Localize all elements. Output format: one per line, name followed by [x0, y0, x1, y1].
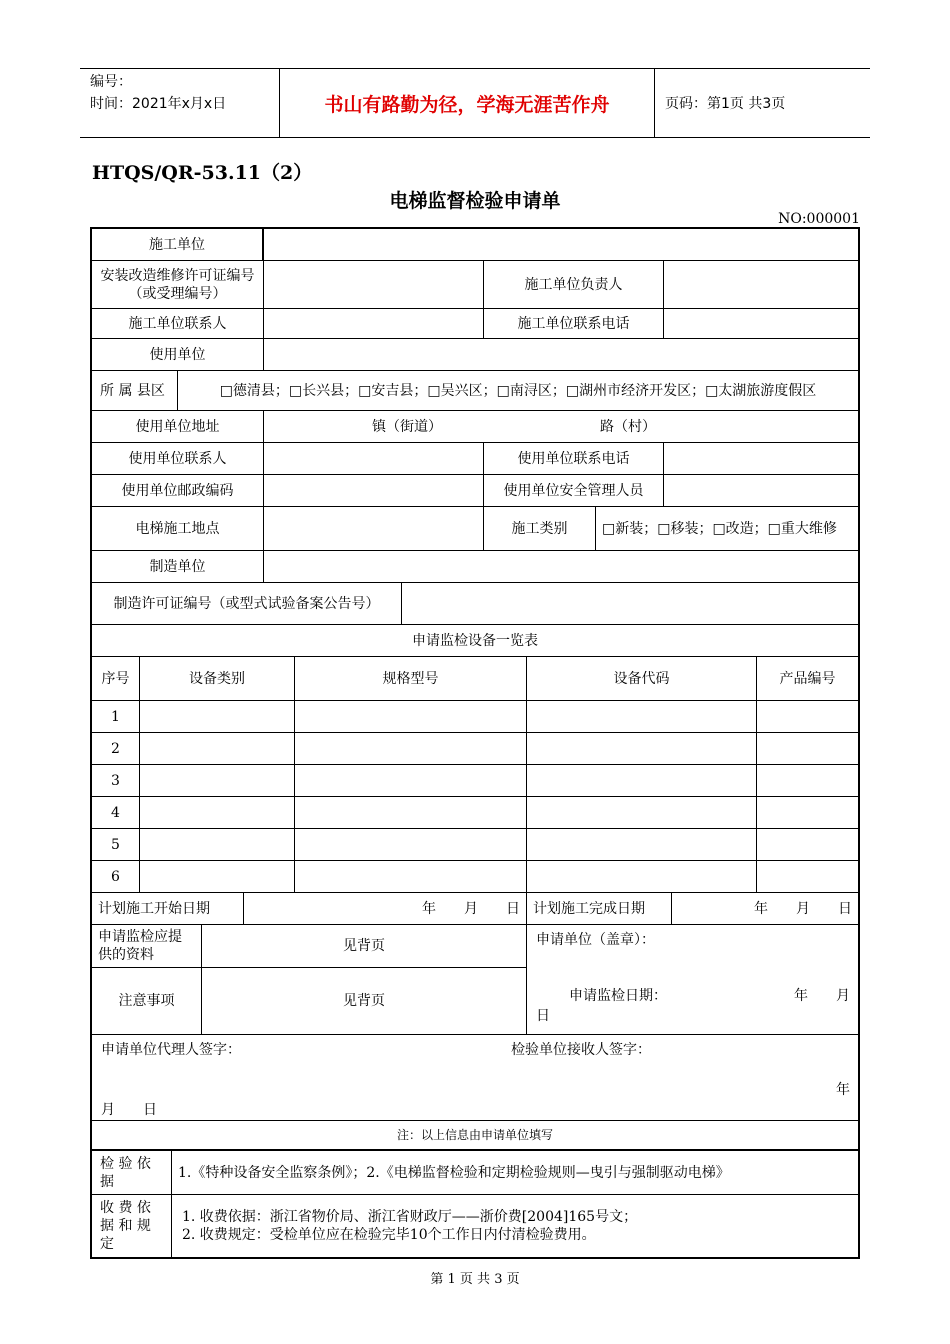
cell-code[interactable] [527, 701, 757, 732]
date-label: 时间：2021年x月x日 [90, 96, 227, 112]
table-row [92, 765, 858, 797]
row-index: 1 [92, 701, 140, 732]
row-index: 2 [92, 733, 140, 764]
page-header [80, 68, 870, 138]
basis-label: 检 验 依据 [92, 1151, 172, 1194]
user-postcode-field[interactable] [264, 475, 484, 506]
user-safety-manager-field[interactable] [664, 475, 858, 506]
row-user-unit [92, 339, 858, 371]
cell-category[interactable] [140, 861, 295, 892]
row-manufacturer [92, 551, 858, 583]
town-label: 镇（街道） [372, 418, 442, 435]
col-model: 规格型号 [295, 657, 527, 700]
cell-serial[interactable] [757, 701, 858, 732]
user-unit-field[interactable] [264, 339, 858, 370]
construction-unit-label: 施工单位 [92, 229, 264, 260]
cell-model[interactable] [295, 861, 527, 892]
page-label: 页码：第1页 共3页 [665, 96, 786, 112]
fee-rule: 2. 收费规定：受检单位应在检验完毕10个工作日内付清检验费用。 [182, 1227, 596, 1243]
construction-phone-field[interactable] [664, 309, 858, 338]
cell-code[interactable] [527, 765, 757, 796]
user-address-field[interactable] [264, 411, 858, 442]
row-construction-unit [92, 229, 858, 261]
notes-value: 见背页 [343, 993, 385, 1009]
cell-model[interactable] [295, 797, 527, 828]
receiver-sign-label: 检验单位接收人签字： [511, 1042, 651, 1058]
row-manufacture-license [92, 583, 858, 625]
cell-serial[interactable] [757, 765, 858, 796]
table-row [92, 701, 858, 733]
plan-end-label: 计划施工完成日期 [527, 893, 672, 924]
col-index: 序号 [92, 657, 140, 700]
row-site [92, 507, 858, 551]
construction-type-label: 施工类别 [484, 507, 596, 550]
cell-serial[interactable] [757, 797, 858, 828]
cell-model[interactable] [295, 733, 527, 764]
cell-code[interactable] [527, 829, 757, 860]
header-meta [80, 69, 280, 137]
notes-row [92, 968, 526, 1034]
cell-category[interactable] [140, 829, 295, 860]
materials-label: 申请监检应提供的资料 [92, 925, 202, 967]
district-options[interactable]: □德清县；□长兴县；□安吉县；□吴兴区；□南浔区；□湖州市经济开发区；□太湖旅游度假区 [219, 382, 817, 399]
construction-contact-field[interactable] [264, 309, 484, 338]
equipment-header-row [92, 657, 858, 701]
manufacture-license-label: 制造许可证编号（或型式试验备案公告号） [92, 583, 402, 624]
row-signatures [92, 1035, 858, 1121]
row-construction-contact [92, 309, 858, 339]
application-form [90, 227, 860, 1259]
site-field[interactable] [264, 507, 484, 550]
notes-label: 注意事项 [92, 968, 202, 1034]
cell-category[interactable] [140, 733, 295, 764]
cell-code[interactable] [527, 861, 757, 892]
construction-head-field[interactable] [664, 261, 858, 308]
table-row [92, 861, 858, 893]
construction-type-options[interactable]: □新装；□移装；□改造；□重大维修 [602, 520, 837, 537]
col-serial: 产品编号 [779, 670, 836, 687]
cell-serial[interactable] [757, 829, 858, 860]
user-postcode-label: 使用单位邮政编码 [92, 475, 264, 506]
row-equipment-title [92, 625, 858, 657]
note-text: 注：以上信息由申请单位填写 [396, 1128, 553, 1142]
apply-date-ym: 年 月 [794, 988, 850, 1004]
user-address-label: 使用单位地址 [92, 411, 264, 442]
apply-date-label: 申请监检日期： [569, 988, 667, 1004]
construction-contact-label: 施工单位联系人 [92, 309, 264, 338]
cell-model[interactable] [295, 829, 527, 860]
manufacturer-label: 制造单位 [92, 551, 264, 582]
road-label: 路（村） [600, 418, 656, 435]
row-fee [92, 1195, 858, 1257]
fee-label: 收 费 依据 和 规定 [92, 1195, 172, 1257]
user-safety-manager-label: 使用单位安全管理人员 [484, 475, 664, 506]
cell-serial[interactable] [757, 861, 858, 892]
row-user-contact [92, 443, 858, 475]
row-index: 6 [92, 861, 140, 892]
cell-serial[interactable] [757, 733, 858, 764]
row-note [92, 1121, 858, 1151]
user-contact-label: 使用单位联系人 [92, 443, 264, 474]
row-plan-dates [92, 893, 858, 925]
table-row [92, 829, 858, 861]
materials-value: 见背页 [343, 938, 385, 954]
col-code: 设备代码 [527, 657, 757, 700]
district-label: 所 属 县区 [92, 371, 178, 410]
plan-start-date[interactable]: 年 月 日 [244, 893, 527, 924]
applicant-block[interactable] [527, 925, 858, 1034]
col-category: 设备类别 [140, 657, 295, 700]
construction-head-label: 施工单位负责人 [484, 261, 664, 308]
user-unit-label: 使用单位 [92, 339, 264, 370]
sign-month-day: 月 日 [101, 1102, 157, 1118]
row-district [92, 371, 858, 411]
basis-text: 1.《特种设备安全监察条例》；2.《电梯监督检验和定期检验规则—曳引与强制驱动电梯》 [178, 1164, 730, 1181]
fee-basis: 1. 收费依据：浙江省物价局、浙江省财政厅——浙价费[2004]165号文； [182, 1209, 638, 1225]
motto: 书山有路勤为径，学海无涯苦作舟 [280, 69, 655, 137]
cell-code[interactable] [527, 733, 757, 764]
page-footer: 第 1 页 共 3 页 [430, 1272, 520, 1287]
row-license [92, 261, 858, 309]
cell-model[interactable] [295, 765, 527, 796]
form-number: NO:000001 [778, 211, 860, 227]
row-materials [92, 925, 858, 1035]
cell-code[interactable] [527, 797, 757, 828]
sign-year: 年 [836, 1082, 850, 1098]
plan-start-label: 计划施工开始日期 [92, 893, 244, 924]
manufacture-license-field[interactable] [402, 583, 858, 624]
plan-end-date[interactable]: 年 月 日 [754, 900, 852, 917]
table-row [92, 733, 858, 765]
doc-code: HTQS/QR-53.11（2） [92, 162, 313, 184]
page-title: 电梯监督检验申请单 [389, 190, 561, 212]
materials-row [92, 925, 526, 968]
construction-phone-label: 施工单位联系电话 [484, 309, 664, 338]
row-basis [92, 1151, 858, 1195]
user-phone-label: 使用单位联系电话 [484, 443, 664, 474]
construction-unit-field[interactable] [264, 229, 858, 260]
user-contact-field[interactable] [264, 443, 484, 474]
table-row [92, 797, 858, 829]
applicant-seal-label: 申请单位（盖章）： [536, 932, 655, 948]
row-index: 4 [92, 797, 140, 828]
cell-model[interactable] [295, 701, 527, 732]
equipment-list-title: 申请监检设备一览表 [412, 632, 538, 649]
manufacturer-field[interactable] [264, 551, 858, 582]
row-user-address [92, 411, 858, 443]
cell-category[interactable] [140, 701, 295, 732]
fee-text [172, 1195, 858, 1257]
cell-category[interactable] [140, 797, 295, 828]
site-label: 电梯施工地点 [92, 507, 264, 550]
agent-sign-label: 申请单位代理人签字： [101, 1042, 241, 1058]
user-phone-field[interactable] [664, 443, 858, 474]
row-index: 3 [92, 765, 140, 796]
materials-block [92, 925, 527, 1034]
number-label: 编号： [90, 74, 132, 90]
license-label: 安装改造维修许可证编号（或受理编号） [92, 261, 264, 308]
row-user-postcode [92, 475, 858, 507]
license-field[interactable] [264, 261, 484, 308]
row-index: 5 [92, 829, 140, 860]
cell-category[interactable] [140, 765, 295, 796]
apply-date-d: 日 [536, 1008, 550, 1024]
